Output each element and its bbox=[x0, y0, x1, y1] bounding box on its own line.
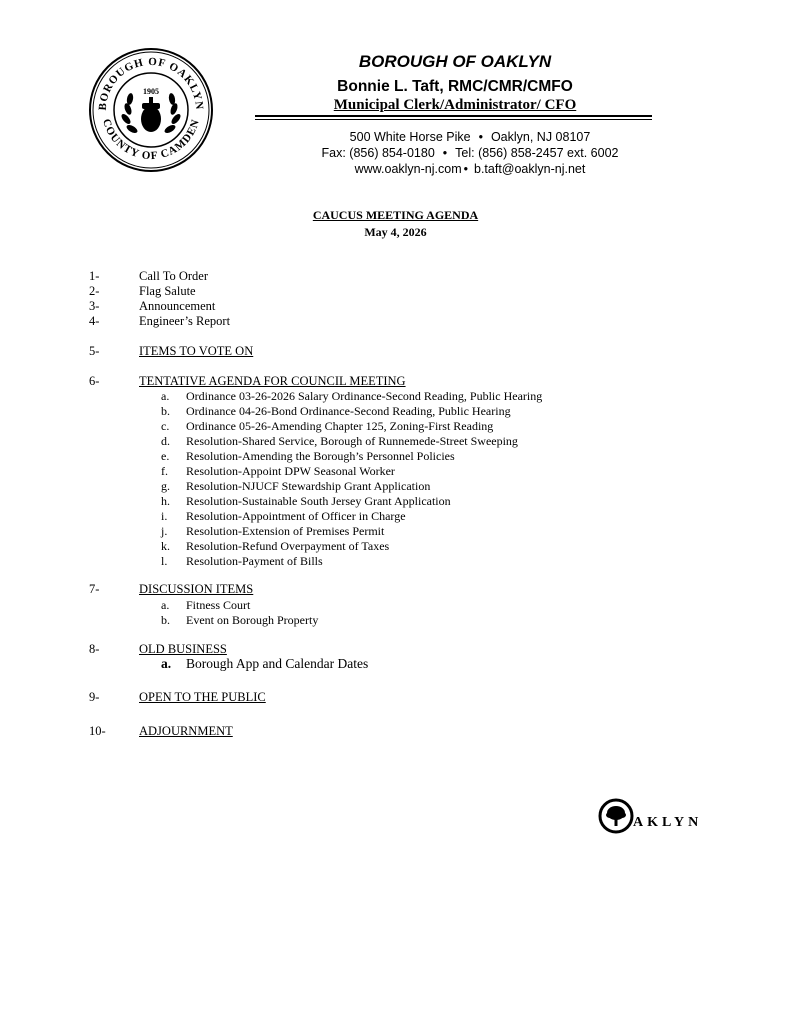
sub-item-text: Resolution-Sustainable South Jersey Grant Application bbox=[186, 494, 451, 508]
item-number: 9- bbox=[89, 690, 100, 704]
item-tentative-agenda: TENTATIVE AGENDA FOR COUNCIL MEETING bbox=[139, 374, 406, 388]
item-number: 5- bbox=[89, 344, 100, 358]
sub-item-text: Resolution-Extension of Premises Permit bbox=[186, 524, 385, 538]
item-number: 10- bbox=[89, 724, 106, 738]
letterhead-rule bbox=[255, 115, 652, 117]
sub-item-letter: i. bbox=[161, 509, 168, 523]
address-street: 500 White Horse Pike bbox=[349, 130, 471, 144]
sub-item-letter: k. bbox=[161, 539, 170, 553]
sub-item-text: Resolution-Appoint DPW Seasonal Worker bbox=[186, 464, 395, 478]
agenda-title: CAUCUS MEETING AGENDA bbox=[312, 208, 479, 222]
address-line bbox=[255, 130, 685, 145]
sub-item-letter: f. bbox=[161, 464, 168, 478]
tree-in-circle-icon bbox=[598, 798, 634, 834]
item-number: 7- bbox=[89, 582, 100, 596]
sub-item-text: Event on Borough Property bbox=[186, 613, 319, 627]
item-announcement: Announcement bbox=[139, 299, 216, 313]
item-open-to-public: OPEN TO THE PUBLIC bbox=[139, 690, 266, 704]
sub-item-letter: e. bbox=[161, 449, 170, 463]
sub-item-text: Ordinance 04-26-Bond Ordinance-Second Reading, Public Hearing bbox=[186, 404, 511, 418]
sub-item-letter: c. bbox=[161, 419, 170, 433]
sub-item-text: Resolution-NJUCF Stewardship Grant Application bbox=[186, 479, 431, 493]
sub-item-letter: a. bbox=[161, 389, 170, 403]
oaklyn-logo-text: AKLYN bbox=[633, 815, 703, 830]
tel-number: Tel: (856) 858-2457 ext. 6002 bbox=[455, 146, 619, 160]
phone-line bbox=[255, 146, 685, 161]
bullet-separator: • bbox=[463, 162, 468, 176]
sub-item-text: Fitness Court bbox=[186, 598, 251, 612]
sub-item-letter: d. bbox=[161, 434, 170, 448]
sub-item-letter: h. bbox=[161, 494, 170, 508]
seal-top-text: BOROUGH OF OAKLYN bbox=[96, 55, 206, 111]
item-number: 4- bbox=[89, 314, 100, 328]
sub-item-text: Ordinance 03-26-2026 Salary Ordinance-Second Reading, Public Hearing bbox=[186, 389, 543, 403]
sub-item-letter: g. bbox=[161, 479, 170, 493]
item-number: 1- bbox=[89, 269, 100, 283]
item-number: 3- bbox=[89, 299, 100, 313]
bullet-separator: • bbox=[478, 130, 483, 144]
seal-year: 1905 bbox=[143, 87, 159, 96]
sub-item-text: Resolution-Amending the Borough’s Personnel Policies bbox=[186, 449, 455, 463]
item-adjournment: ADJOURNMENT bbox=[139, 724, 233, 738]
sub-item-letter: l. bbox=[161, 554, 168, 568]
item-number: 6- bbox=[89, 374, 100, 388]
sub-item-text: Resolution-Shared Service, Borough of Runnemede-Street Sweeping bbox=[186, 434, 518, 448]
item-call-to-order: Call To Order bbox=[139, 269, 209, 283]
sub-item-letter: a. bbox=[161, 656, 172, 671]
bullet-separator: • bbox=[442, 146, 448, 160]
letterhead-title: BOROUGH OF OAKLYN bbox=[358, 52, 552, 71]
item-flag-salute: Flag Salute bbox=[139, 284, 196, 298]
fax-number: Fax: (856) 854-0180 bbox=[321, 146, 435, 160]
sub-item-letter: b. bbox=[161, 613, 170, 627]
web-line bbox=[255, 162, 685, 177]
clerk-role: Municipal Clerk/Administrator/ CFO bbox=[333, 97, 577, 113]
item-number: 8- bbox=[89, 642, 100, 656]
item-engineers-report: Engineer’s Report bbox=[139, 314, 231, 328]
sub-item-text: Borough App and Calendar Dates bbox=[186, 656, 369, 671]
borough-seal bbox=[88, 47, 214, 173]
website-link[interactable]: www.oaklyn-nj.com bbox=[354, 162, 462, 176]
clerk-name: Bonnie L. Taft, RMC/CMR/CMFO bbox=[337, 78, 573, 95]
sub-item-text: Ordinance 05-26-Amending Chapter 125, Zoning-First Reading bbox=[186, 419, 494, 433]
sub-item-text: Resolution-Refund Overpayment of Taxes bbox=[186, 539, 390, 553]
sub-item-letter: a. bbox=[161, 598, 170, 612]
sub-item-letter: b. bbox=[161, 404, 170, 418]
agenda-date: May 4, 2026 bbox=[364, 225, 427, 239]
seal-bottom-text: COUNTY OF CAMDEN bbox=[99, 117, 203, 163]
sub-item-text: Resolution-Payment of Bills bbox=[186, 554, 323, 568]
item-items-to-vote-on: ITEMS TO VOTE ON bbox=[139, 344, 254, 358]
sub-item-letter: j. bbox=[161, 524, 168, 538]
sub-item-text: Resolution-Appointment of Officer in Charge bbox=[186, 509, 406, 523]
email-link[interactable]: b.taft@oaklyn-nj.net bbox=[474, 162, 586, 176]
address-city: Oaklyn, NJ 08107 bbox=[490, 130, 591, 144]
item-discussion-items: DISCUSSION ITEMS bbox=[139, 582, 254, 596]
item-number: 2- bbox=[89, 284, 100, 298]
letterhead-rule-thin bbox=[255, 119, 652, 120]
item-old-business: OLD BUSINESS bbox=[139, 642, 227, 656]
